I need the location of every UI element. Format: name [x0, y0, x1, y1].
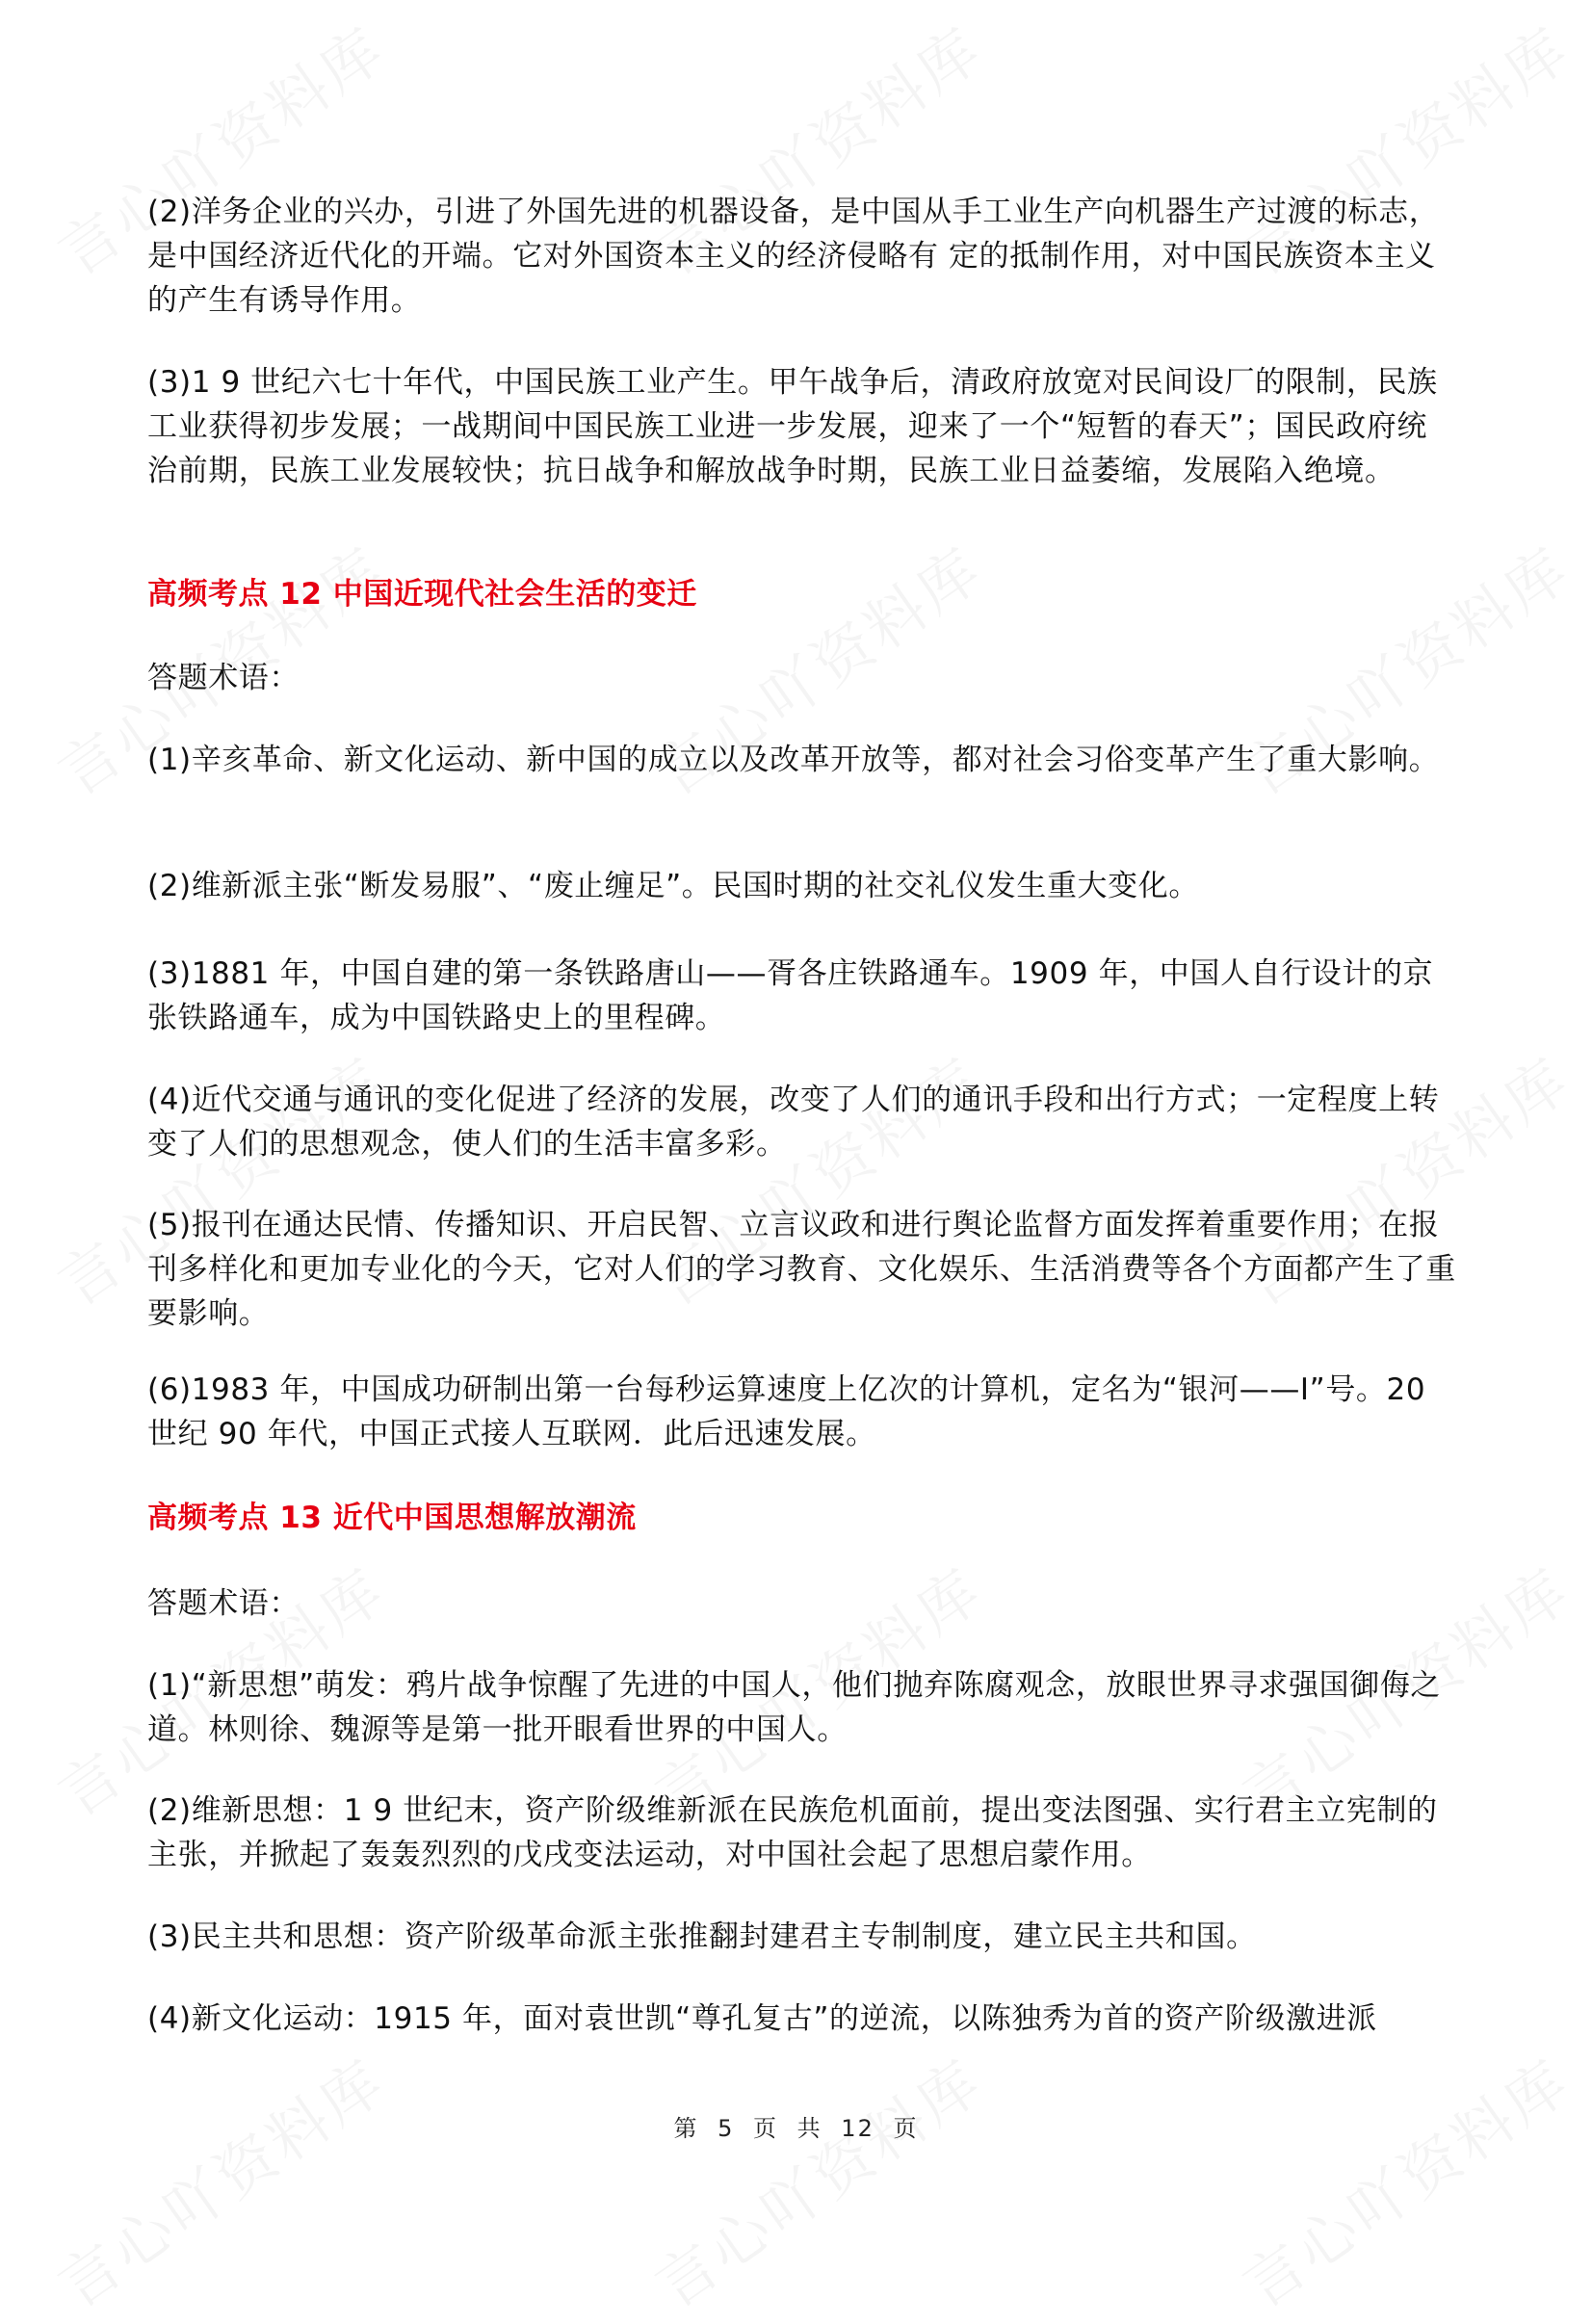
paragraph: (4)近代交通与通讯的变化促进了经济的发展，改变了人们的通讯手段和出行方式；一定程度上转变了人们的思想观念，使人们的生活丰富多彩。: [147, 1083, 1440, 1162]
paragraph: (4)新文化运动：1915 年，面对袁世凯“尊孔复古”的逆流，以陈独秀为首的资产阶级激进派: [147, 2001, 1377, 2036]
answer-terms-label: 答题术语：: [147, 1586, 300, 1621]
paragraph: (5)报刊在通达民情、传播知识、开启民智、立言议政和进行舆论监督方面发挥着重要作用；在报刊多样化和更加专业化的今天，它对人们的学习教育、文化娱乐、生活消费等各个方面都产生了重要影响。: [147, 1208, 1456, 1331]
section-heading: 高频考点 12 中国近现代社会生活的变迁: [147, 577, 697, 612]
watermark: [636, 2035, 997, 2324]
watermark: [1223, 2035, 1584, 2324]
paragraph: (3)民主共和思想：资产阶级革命派主张推翻封建君主专制制度，建立民主共和国。: [147, 1919, 1257, 1954]
paragraph: (2)洋务企业的兴办，引进了外国先进的机器设备，是中国从手工业生产向机器生产过渡的标志，是中国经济近代化的开端。它对外国资本主义的经济侵略有 定的抵制作用，对中国民族资本主义的产生有诱导作用。: [147, 195, 1440, 318]
page-number-footer: 第 5 页 共 12 页: [673, 2115, 919, 2142]
paragraph: (3)1 9 世纪六七十年代，中国民族工业产生。甲午战争后，清政府放宽对民间设厂的限制，民族工业获得初步发展；一战期间中国民族工业进一步发展，迎来了一个“短暂的春天”；国民政府统治前期，民族工业发展较快；抗日战争和解放战争时期，民族工业日益萎缩，发展陷入绝境。: [147, 365, 1438, 488]
paragraph: (2)维新派主张“断发易服”、“废止缠足”。民国时期的社交礼仪发生重大变化。: [147, 869, 1199, 903]
paragraph: (1)“新思想”萌发：鸦片战争惊醒了先进的中国人，他们抛弃陈腐观念，放眼世界寻求强国御侮之道。林则徐、魏源等是第一批开眼看世界的中国人。: [147, 1668, 1442, 1747]
paragraph: (2)维新思想：1 9 世纪末，资产阶级维新派在民族危机面前，提出变法图强、实行君主立宪制的主张，并掀起了轰轰烈烈的戊戌变法运动，对中国社会起了思想启蒙作用。: [147, 1793, 1438, 1872]
section-heading: 高频考点 13 近代中国思想解放潮流: [147, 1501, 637, 1535]
paragraph: (3)1881 年，中国自建的第一条铁路唐山——胥各庄铁路通车。1909 年，中国人自行设计的京张铁路通车，成为中国铁路史上的里程碑。: [147, 956, 1434, 1035]
paragraph: (6)1983 年，中国成功研制出第一台每秒运算速度上亿次的计算机，定名为“银河——I”号。20 世纪 90 年代，中国正式接人互联网．此后迅速发展。: [147, 1372, 1426, 1451]
answer-terms-label: 答题术语：: [147, 661, 300, 695]
watermark: [39, 2035, 400, 2324]
paragraph: (1)辛亥革命、新文化运动、新中国的成立以及改革开放等，都对社会习俗变革产生了重大影响。: [147, 743, 1440, 777]
